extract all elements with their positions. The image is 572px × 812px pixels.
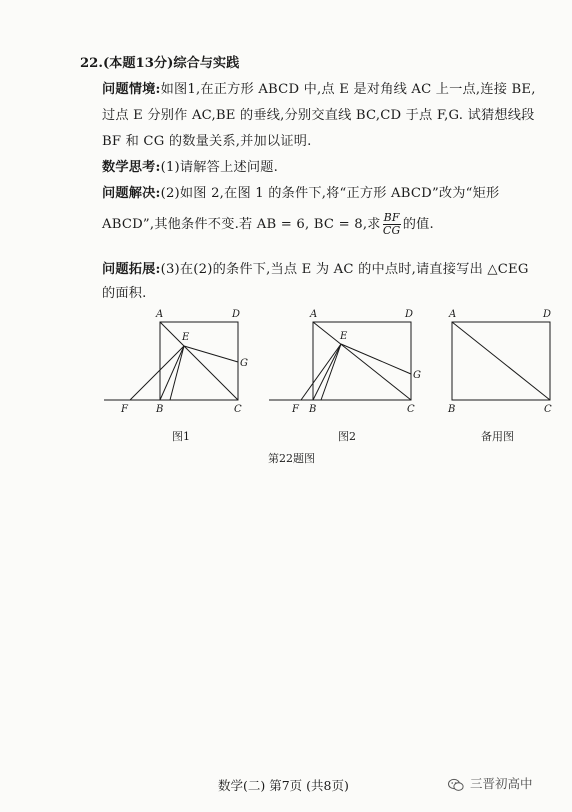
fig2-segment-be — [313, 344, 341, 400]
thinking-line — [102, 156, 278, 175]
fraction-bf-cg — [383, 212, 401, 237]
solve-text-2b: 的值. — [402, 217, 434, 232]
solve-label: 问题解决: — [102, 186, 161, 201]
fig2-label-b: B — [309, 404, 317, 415]
fig3-label-a: A — [449, 309, 457, 320]
page-footer: 数学(二) 第7页 (共8页) — [218, 778, 349, 793]
extend-line-2: 的面积. — [102, 286, 147, 301]
situation-label: 问题情境: — [102, 82, 161, 97]
fig3-label-d: D — [543, 309, 552, 320]
figure-1-caption: 图1 — [172, 430, 190, 443]
fig3-label-b: B — [448, 404, 456, 415]
figure-backup — [440, 300, 560, 420]
situation-line-2: 过点 E 分别作 AC,BE 的垂线,分别交直线 BC,CD 于点 F,G. 试猜想线段 — [102, 108, 535, 123]
fig1-diagonal-ac — [160, 322, 238, 400]
fig2-label-e: E — [340, 331, 348, 342]
fig2-label-f: F — [292, 404, 299, 415]
fig2-segment-eg — [341, 344, 411, 374]
situation-text-1: 如图1,在正方形 ABCD 中,点 E 是对角线 AC 上一点,连接 BE, — [160, 82, 536, 97]
fig3-label-c: C — [544, 404, 552, 415]
figure-backup-caption: 备用图 — [481, 430, 514, 443]
fraction-numerator: BF — [383, 211, 400, 224]
situation-line-3: BF 和 CG 的数量关系,并加以证明. — [102, 134, 312, 149]
solve-line-2 — [102, 212, 434, 237]
fig1-label-b: B — [156, 404, 164, 415]
fig2-label-g: G — [413, 370, 421, 381]
extend-label: 问题拓展: — [102, 262, 161, 277]
extend-line-1 — [102, 258, 529, 277]
figure-1 — [100, 300, 260, 420]
fig1-label-a: A — [156, 309, 164, 320]
fig2-label-a: A — [310, 309, 318, 320]
fig1-label-e: E — [182, 332, 190, 343]
watermark — [448, 774, 533, 792]
question-header: 22.(本题13分)综合与实践 — [80, 56, 240, 71]
fig2-segment-ec — [321, 344, 341, 400]
figure-2-caption: 图2 — [338, 430, 356, 443]
fig2-segment-fe — [301, 344, 341, 400]
fig2-label-d: D — [405, 309, 414, 320]
situation-line-1 — [102, 78, 536, 97]
watermark-text: 三晋初高中 — [470, 776, 533, 791]
fig1-label-c: C — [234, 404, 242, 415]
fig3-diagonal-ac — [452, 322, 550, 400]
figure-group-title: 第22题图 — [268, 452, 315, 465]
fig1-label-f: F — [121, 404, 128, 415]
solve-line-1 — [102, 182, 499, 201]
fig1-label-g: G — [240, 358, 248, 369]
figure-2 — [265, 300, 425, 420]
extend-text-1: (3)在(2)的条件下,当点 E 为 AC 的中点时,请直接写出 △CEG — [160, 262, 529, 277]
solve-text-2a: ABCD”,其他条件不变.若 AB = 6, BC = 8,求 — [102, 217, 381, 232]
thinking-text: (1)请解答上述问题. — [160, 160, 279, 175]
fig1-label-d: D — [232, 309, 241, 320]
fig2-label-c: C — [407, 404, 415, 415]
solve-text-1: (2)如图 2,在图 1 的条件下,将“正方形 ABCD”改为“矩形 — [160, 186, 500, 201]
wechat-icon — [448, 778, 464, 792]
fig2-diagonal-ac — [313, 322, 411, 400]
fig1-segment-fe — [130, 346, 184, 400]
fraction-denominator: CG — [382, 224, 401, 237]
thinking-label: 数学思考: — [102, 160, 161, 175]
